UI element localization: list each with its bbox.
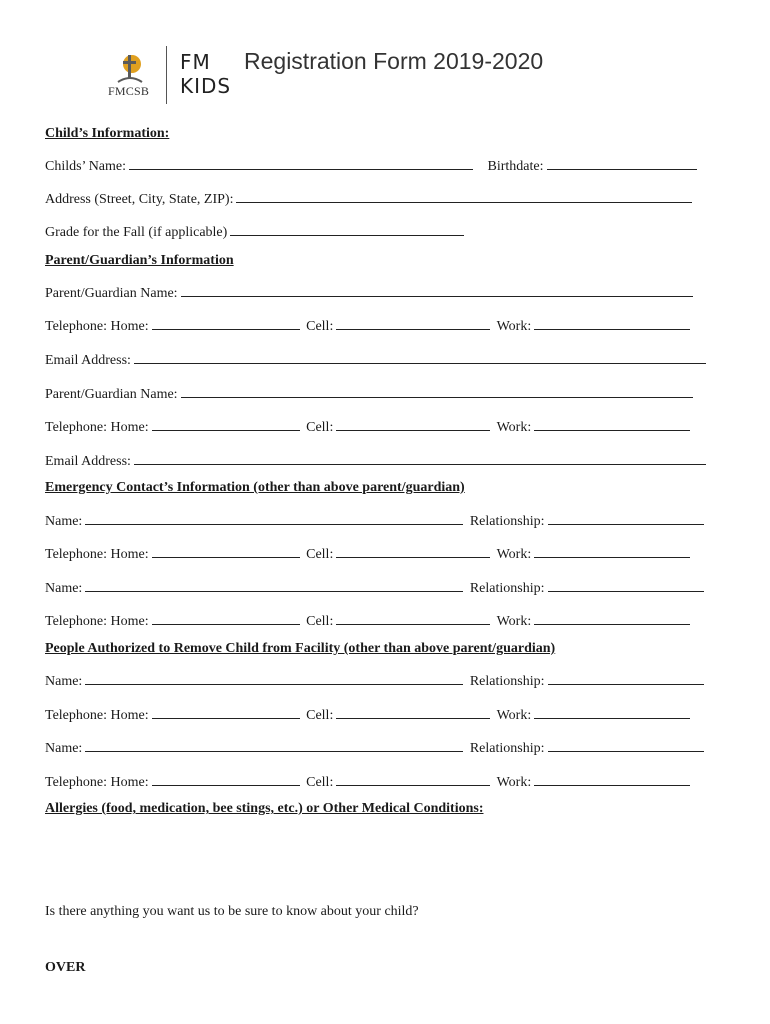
grade-row <box>45 223 467 241</box>
birthdate-field[interactable] <box>547 157 697 170</box>
emergency1-work-field[interactable] <box>534 545 690 558</box>
emergency2-work-field[interactable] <box>534 612 690 625</box>
parent1-name-row <box>45 284 696 302</box>
authorized2-home-label: Telephone: Home: <box>45 775 149 790</box>
parent2-email-row <box>45 452 709 470</box>
authorized1-relationship-label: Relationship: <box>469 674 545 689</box>
authorized2-relationship-label: Relationship: <box>469 741 545 756</box>
allergies-answer-area[interactable] <box>45 824 715 894</box>
logo-text: FMCSB <box>108 84 150 98</box>
authorized1-cell-label: Cell: <box>306 708 334 723</box>
emergency2-home-label: Telephone: Home: <box>45 614 149 629</box>
form-title: Registration Form 2019-2020 <box>244 48 544 74</box>
parent2-work-field[interactable] <box>534 418 690 431</box>
emergency2-name-row <box>45 579 707 597</box>
authorized2-work-field[interactable] <box>534 773 690 786</box>
emergency2-name-field[interactable] <box>85 579 463 592</box>
emergency2-home-field[interactable] <box>152 612 300 625</box>
authorized2-phone-row <box>45 773 693 791</box>
parent2-name-field[interactable] <box>181 385 693 398</box>
emergency1-cell-label: Cell: <box>306 547 334 562</box>
section-heading-child: Child’s Information: <box>45 126 170 141</box>
parent2-name-row <box>45 385 696 403</box>
section-heading-allergies: Allergies (food, medication, bee stings, etc.) or Other Medical Conditions: <box>45 801 484 816</box>
parent2-work-label: Work: <box>496 420 532 435</box>
emergency2-name-label: Name: <box>45 581 83 596</box>
authorized2-cell-label: Cell: <box>306 775 334 790</box>
authorized1-phone-row <box>45 706 693 724</box>
authorized1-cell-field[interactable] <box>336 706 490 719</box>
child-name-row <box>45 157 700 175</box>
authorized1-work-label: Work: <box>496 708 532 723</box>
authorized2-name-row <box>45 739 707 757</box>
birthdate-label: Birthdate: <box>487 159 544 174</box>
authorized1-name-label: Name: <box>45 674 83 689</box>
grade-label: Grade for the Fall (if applicable) <box>45 225 228 240</box>
parent2-cell-field[interactable] <box>336 418 490 431</box>
logo-divider <box>166 46 167 104</box>
emergency2-relationship-label: Relationship: <box>469 581 545 596</box>
emergency1-relationship-label: Relationship: <box>469 514 545 529</box>
emergency2-relationship-field[interactable] <box>548 579 704 592</box>
authorized2-cell-field[interactable] <box>336 773 490 786</box>
emergency2-work-label: Work: <box>496 614 532 629</box>
address-label: Address (Street, City, State, ZIP): <box>45 192 234 207</box>
emergency1-name-field[interactable] <box>85 512 463 525</box>
emergency2-cell-label: Cell: <box>306 614 334 629</box>
child-name-label: Childs’ Name: <box>45 159 127 174</box>
address-row <box>45 190 695 208</box>
parent1-cell-field[interactable] <box>336 317 490 330</box>
parent1-name-field[interactable] <box>181 284 693 297</box>
over-label: OVER <box>45 960 86 975</box>
emergency1-name-label: Name: <box>45 514 83 529</box>
parent1-work-label: Work: <box>496 319 532 334</box>
parent2-cell-label: Cell: <box>306 420 334 435</box>
authorized2-home-field[interactable] <box>152 773 300 786</box>
parent2-home-label: Telephone: Home: <box>45 420 149 435</box>
emergency2-phone-row <box>45 612 693 630</box>
parent1-phone-row <box>45 317 693 335</box>
parent1-email-label: Email Address: <box>45 353 131 368</box>
question-text: Is there anything you want us to be sure to know about your child? <box>45 904 419 919</box>
parent2-home-field[interactable] <box>152 418 300 431</box>
authorized1-home-label: Telephone: Home: <box>45 708 149 723</box>
child-name-field[interactable] <box>129 157 473 170</box>
section-heading-authorized: People Authorized to Remove Child from Facility (other than above parent/guardian) <box>45 641 556 656</box>
authorized2-name-field[interactable] <box>85 739 463 752</box>
emergency1-phone-row <box>45 545 693 563</box>
brand-line-1: FM <box>180 50 211 74</box>
authorized1-name-row <box>45 672 707 690</box>
parent2-email-label: Email Address: <box>45 454 131 469</box>
emergency1-work-label: Work: <box>496 547 532 562</box>
authorized2-work-label: Work: <box>496 775 532 790</box>
section-heading-emergency: Emergency Contact’s Information (other than above parent/guardian) <box>45 480 465 495</box>
parent1-work-field[interactable] <box>534 317 690 330</box>
parent2-name-label: Parent/Guardian Name: <box>45 387 178 402</box>
parent2-phone-row <box>45 418 693 436</box>
emergency1-home-field[interactable] <box>152 545 300 558</box>
parent1-name-label: Parent/Guardian Name: <box>45 286 178 301</box>
emergency1-cell-field[interactable] <box>336 545 490 558</box>
parent1-home-field[interactable] <box>152 317 300 330</box>
emergency1-relationship-field[interactable] <box>548 512 704 525</box>
brand-line-2: KIDS <box>180 74 232 98</box>
question-answer-area[interactable] <box>45 926 715 954</box>
parent1-email-field[interactable] <box>134 351 706 364</box>
parent1-cell-label: Cell: <box>306 319 334 334</box>
emergency2-cell-field[interactable] <box>336 612 490 625</box>
authorized1-work-field[interactable] <box>534 706 690 719</box>
authorized2-name-label: Name: <box>45 741 83 756</box>
grade-field[interactable] <box>230 223 464 236</box>
fmcsb-logo-icon <box>115 52 145 86</box>
form-header <box>108 44 568 106</box>
parent2-email-field[interactable] <box>134 452 706 465</box>
authorized1-relationship-field[interactable] <box>548 672 704 685</box>
authorized2-relationship-field[interactable] <box>548 739 704 752</box>
parent1-email-row <box>45 351 709 369</box>
authorized1-home-field[interactable] <box>152 706 300 719</box>
authorized1-name-field[interactable] <box>85 672 463 685</box>
address-field[interactable] <box>236 190 692 203</box>
emergency1-home-label: Telephone: Home: <box>45 547 149 562</box>
brand-name <box>180 50 231 98</box>
section-heading-parent: Parent/Guardian’s Information <box>45 253 234 268</box>
parent1-home-label: Telephone: Home: <box>45 319 149 334</box>
emergency1-name-row <box>45 512 707 530</box>
